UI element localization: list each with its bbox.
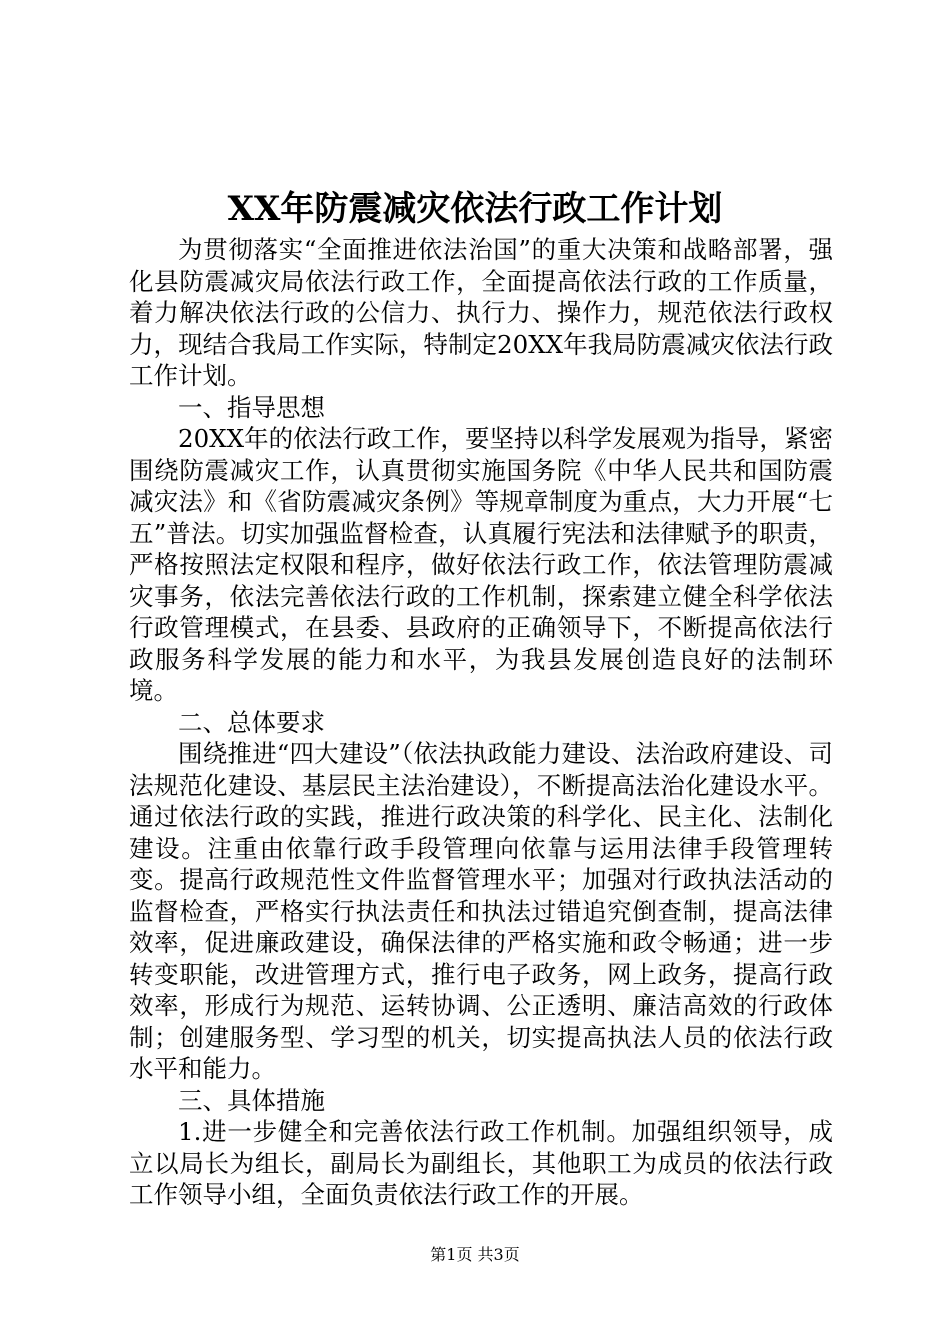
document-body — [129, 234, 833, 1211]
page-footer-page-number: 第1页 共3页 — [430, 1245, 520, 1264]
section-heading-specific-measures: 三、具体措施 — [178, 1085, 325, 1115]
section-heading-overall-requirements: 二、总体要求 — [178, 707, 325, 737]
intro-paragraph: 为贯彻落实“全面推进依法治国”的重大决策和战略部署，强化县防震减灾局依法行政工作，全面提高依法行政的工作质量，着力解决依法行政的公信力、执行力、操作力，规范依法行政权力，现结合我局工作实际，特制定20XX年我局防震减灾依法行政工作计划。 — [129, 235, 833, 390]
section-heading-guiding-ideology: 一、指导思想 — [178, 392, 325, 422]
section-paragraph-overall-requirements: 围绕推进“四大建设”（依法执政能力建设、法治政府建设、司法规范化建设、基层民主法治建设），不断提高法治化建设水平。通过依法行政的实践，推进行政决策的科学化、民主化、法制化建设。注重由依靠行政手段管理向依靠与运用法律手段管理转变。提高行政规范性文件监督管理水平；加强对行政执法活动的监督检查，严格实行执法责任和执法过错追究倒查制，提高法律效率，促进廉政建设，确保法律的严格实施和政令畅通；进一步转变职能，改进管理方式，推行电子政务，网上政务，提高行政效率，形成行为规范、运转协调、公正透明、廉洁高效的行政体制；创建服务型、学习型的机关，切实提高执法人员的依法行政水平和能力。 — [129, 739, 833, 1083]
document-title: XX年防震减灾依法行政工作计划 — [227, 189, 723, 229]
section-paragraph-guiding-ideology: 20XX年的依法行政工作，要坚持以科学发展观为指导，紧密围绕防震减灾工作，认真贯彻实施国务院《中华人民共和国防震减灾法》和《省防震减灾条例》等规章制度为重点，大力开展“七五”普法。切实加强监督检查，认真履行宪法和法律赋予的职责，严格按照法定权限和程序，做好依法行政工作，依法管理防震减灾事务，依法完善依法行政的工作机制，探索建立健全科学依法行政管理模式，在县委、县政府的正确领导下，不断提高依法行政服务科学发展的能力和水平，为我县发展创造良好的法制环境。 — [129, 424, 833, 705]
section-paragraph-specific-measures: 1.进一步健全和完善依法行政工作机制。加强组织领导，成立以局长为组长，副局长为副组长，其他职工为成员的依法行政工作领导小组，全面负责依法行政工作的开展。 — [129, 1117, 833, 1209]
